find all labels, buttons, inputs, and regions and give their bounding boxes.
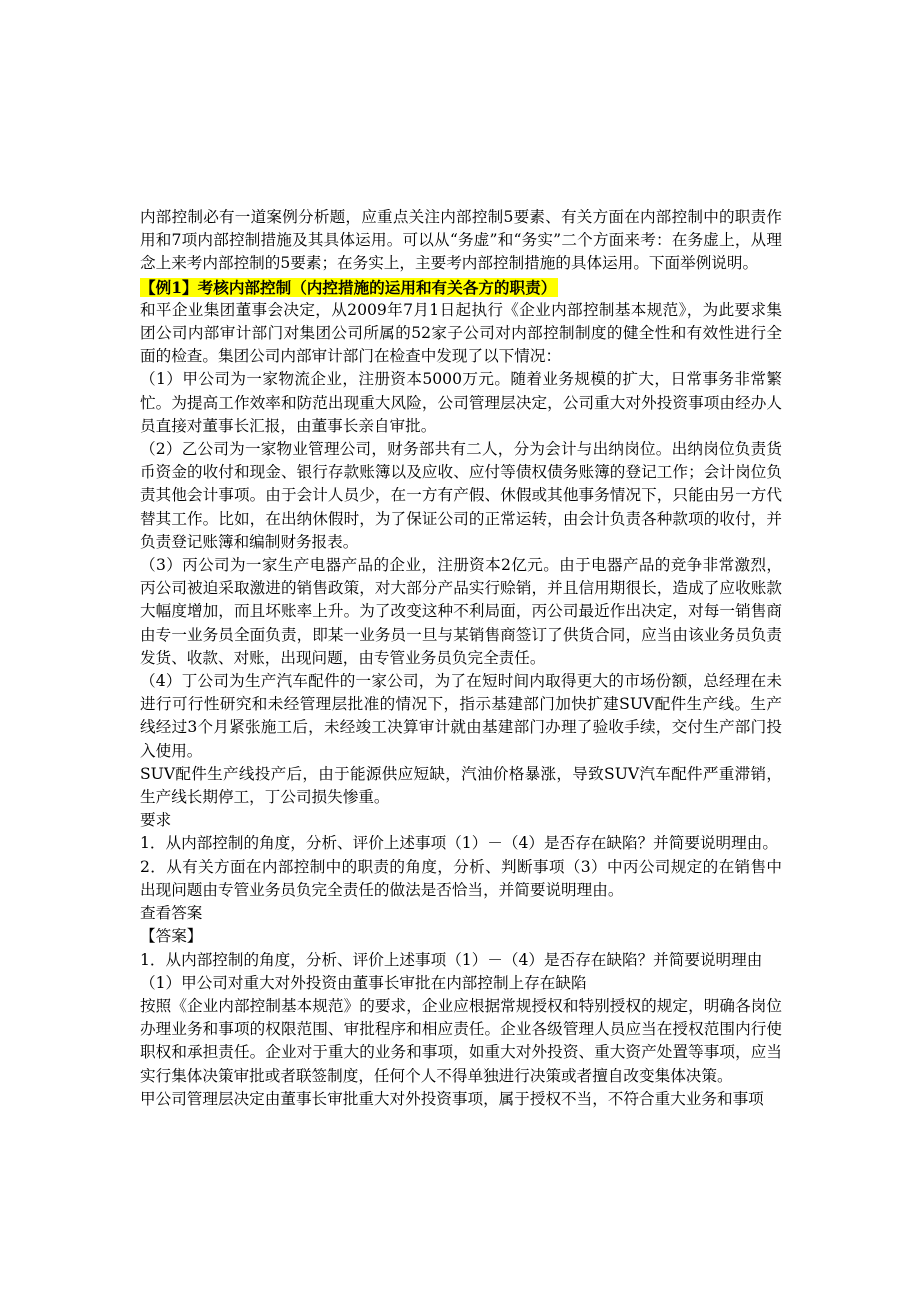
case-4-paragraph: （4）丁公司为生产汽车配件的一家公司，为了在短时间内取得更大的市场份额，总经理在未进行可行性研究和未经管理层批准的情况下，指示基建部门加快扩建SUV配件生产线。生产线经过3个月紧张施工后，未经竣工决算审计就由基建部门办理了验收手续，交付生产部门投入使用。	[140, 672, 782, 760]
answer-label: 【答案】	[140, 927, 203, 946]
document-page	[140, 206, 782, 1111]
answer-1-text-continued: 甲公司管理层决定由董事长审批重大对外投资事项，属于授权不当，不符合重大业务和事项	[140, 1089, 764, 1108]
example-title-line	[140, 276, 782, 299]
intro-paragraph: 内部控制必有一道案例分析题，应重点关注内部控制5要素、有关方面在内部控制中的职责作用和7项内部控制措施及其具体运用。可以从“务虚”和“务实”二个方面来考：在务虚上，从理念上来考内部控制的5要素；在务实上，主要考内部控制措施的具体运用。下面举例说明。	[140, 208, 782, 273]
requirement-2: 2．从有关方面在内部控制中的职责的角度，分析、判断事项（3）中丙公司规定的在销售中出现问题由专管业务员负完全责任的做法是否恰当，并简要说明理由。	[140, 857, 782, 899]
case-3-paragraph: （3）丙公司为一家生产电器产品的企业，注册资本2亿元。由于电器产品的竞争非常激烈，丙公司被迫采取激进的销售政策，对大部分产品实行赊销，并且信用期很长，造成了应收账款大幅度增加，而且坏账率上升。为了改变这种不利局面，丙公司最近作出决定，对每一销售商由专一业务员全面负责，即某一业务员一旦与某销售商签订了供货合同，应当由该业务员负责发货、收款、对账，出现问题，由专管业务员负完全责任。	[140, 556, 782, 667]
answer-1-subheading: （1）甲公司对重大对外投资由董事长审批在内部控制上存在缺陷	[140, 973, 587, 992]
background-paragraph: 和平企业集团董事会决定，从2009年7月1日起执行《企业内部控制基本规范》，为此要求集团公司内部审计部门对集团公司所属的52家子公司对内部控制制度的健全性和有效性进行全面的检查。集团公司内部审计部门在检查中发现了以下情况：	[140, 300, 782, 366]
view-answer-link[interactable]: 查看答案	[140, 904, 203, 923]
answer-1-text: 按照《企业内部控制基本规范》的要求，企业应根据常规授权和特别授权的规定，明确各岗位办理业务和事项的权限范围、审批程序和相应责任。企业各级管理人员应当在授权范围内行使职权和承担责任。企业对于重大的业务和事项，如重大对外投资、重大资产处置等事项，应当实行集体决策审批或者联签制度，任何个人不得单独进行决策或者擅自改变集体决策。	[140, 996, 782, 1085]
case-4-result-paragraph: SUV配件生产线投产后，由于能源供应短缺，汽油价格暴涨，导致SUV汽车配件严重滞销，生产线长期停工，丁公司损失惨重。	[140, 764, 782, 807]
case-1-paragraph: （1）甲公司为一家物流企业，注册资本5000万元。随着业务规模的扩大，日常事务非常繁忙。为提高工作效率和防范出现重大风险，公司管理层决定，公司重大对外投资事项由经办人员直接对董事长汇报，由董事长亲自审批。	[140, 370, 782, 435]
case-2-paragraph: （2）乙公司为一家物业管理公司，财务部共有二人，分为会计与出纳岗位。出纳岗位负责货币资金的收付和现金、银行存款账簿以及应收、应付等债权债务账簿的登记工作；会计岗位负责其他会计事项。由于会计人员少，在一方有产假、休假或其他事务情况下，只能由另一方代替其工作。比如，在出纳休假时，为了保证公司的正常运转，由会计负责各种款项的收付，并负责登记账簿和编制财务报表。	[140, 440, 782, 551]
answer-1-heading: 1．从内部控制的角度，分析、评价上述事项（1）－（4）是否存在缺陷？并简要说明理由	[140, 950, 763, 969]
example-title: 【例1】考核内部控制（内控措施的运用和有关各方的职责）	[140, 277, 557, 297]
requirements-label: 要求	[140, 811, 172, 830]
requirement-1: 1．从内部控制的角度，分析、评价上述事项（1）－（4）是否存在缺陷？并简要说明理由。	[140, 834, 778, 853]
